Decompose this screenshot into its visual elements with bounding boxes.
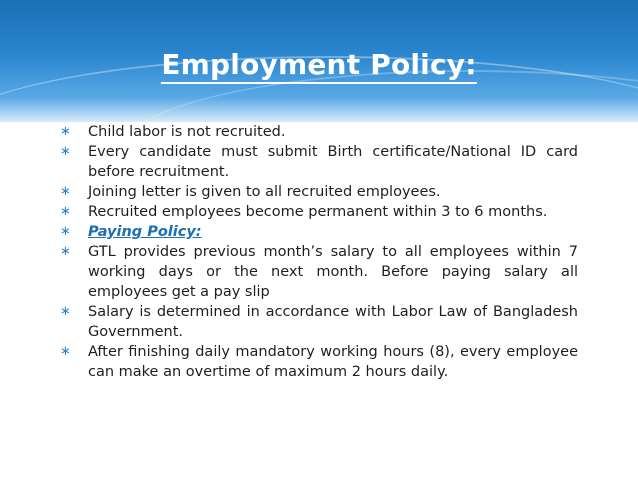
bullet-icon: ∗ xyxy=(60,184,71,199)
list-item-text: Salary is determined in accordance with Labor Law of Bangladesh Government. xyxy=(88,304,578,340)
list-item xyxy=(60,182,578,202)
section-heading: Paying Policy: xyxy=(88,224,202,240)
list-item-text: Recruited employees become permanent within 3 to 6 months. xyxy=(88,204,548,220)
bullet-icon: ∗ xyxy=(60,304,71,319)
list-item xyxy=(60,222,578,242)
bullet-list xyxy=(60,122,578,382)
bullet-icon: ∗ xyxy=(60,244,71,259)
bullet-icon: ∗ xyxy=(60,344,71,359)
list-item xyxy=(60,342,578,382)
list-item-text: After finishing daily mandatory working hours (8), every employee can make an overtime of maximum 2 hours daily. xyxy=(88,344,578,380)
list-item xyxy=(60,122,578,142)
bullet-icon: ∗ xyxy=(60,204,71,219)
title-banner xyxy=(0,0,638,122)
list-item-text: Child labor is not recruited. xyxy=(88,124,286,140)
list-item xyxy=(60,142,578,182)
list-item xyxy=(60,302,578,342)
list-item-text: Every candidate must submit Birth certificate/National ID card before recruitment. xyxy=(88,144,578,180)
bullet-icon: ∗ xyxy=(60,124,71,139)
list-item xyxy=(60,242,578,302)
bullet-icon: ∗ xyxy=(60,144,71,159)
slide-title xyxy=(0,48,638,81)
slide-title-text: Employment Policy: xyxy=(161,48,476,84)
list-item xyxy=(60,202,578,222)
list-item-text: Joining letter is given to all recruited employees. xyxy=(88,184,441,200)
list-item-text: GTL provides previous month’s salary to all employees within 7 working days or the next month. Before paying salary all employees get a pay slip xyxy=(88,244,578,300)
content-area xyxy=(0,122,638,479)
bullet-icon: ∗ xyxy=(60,224,71,239)
